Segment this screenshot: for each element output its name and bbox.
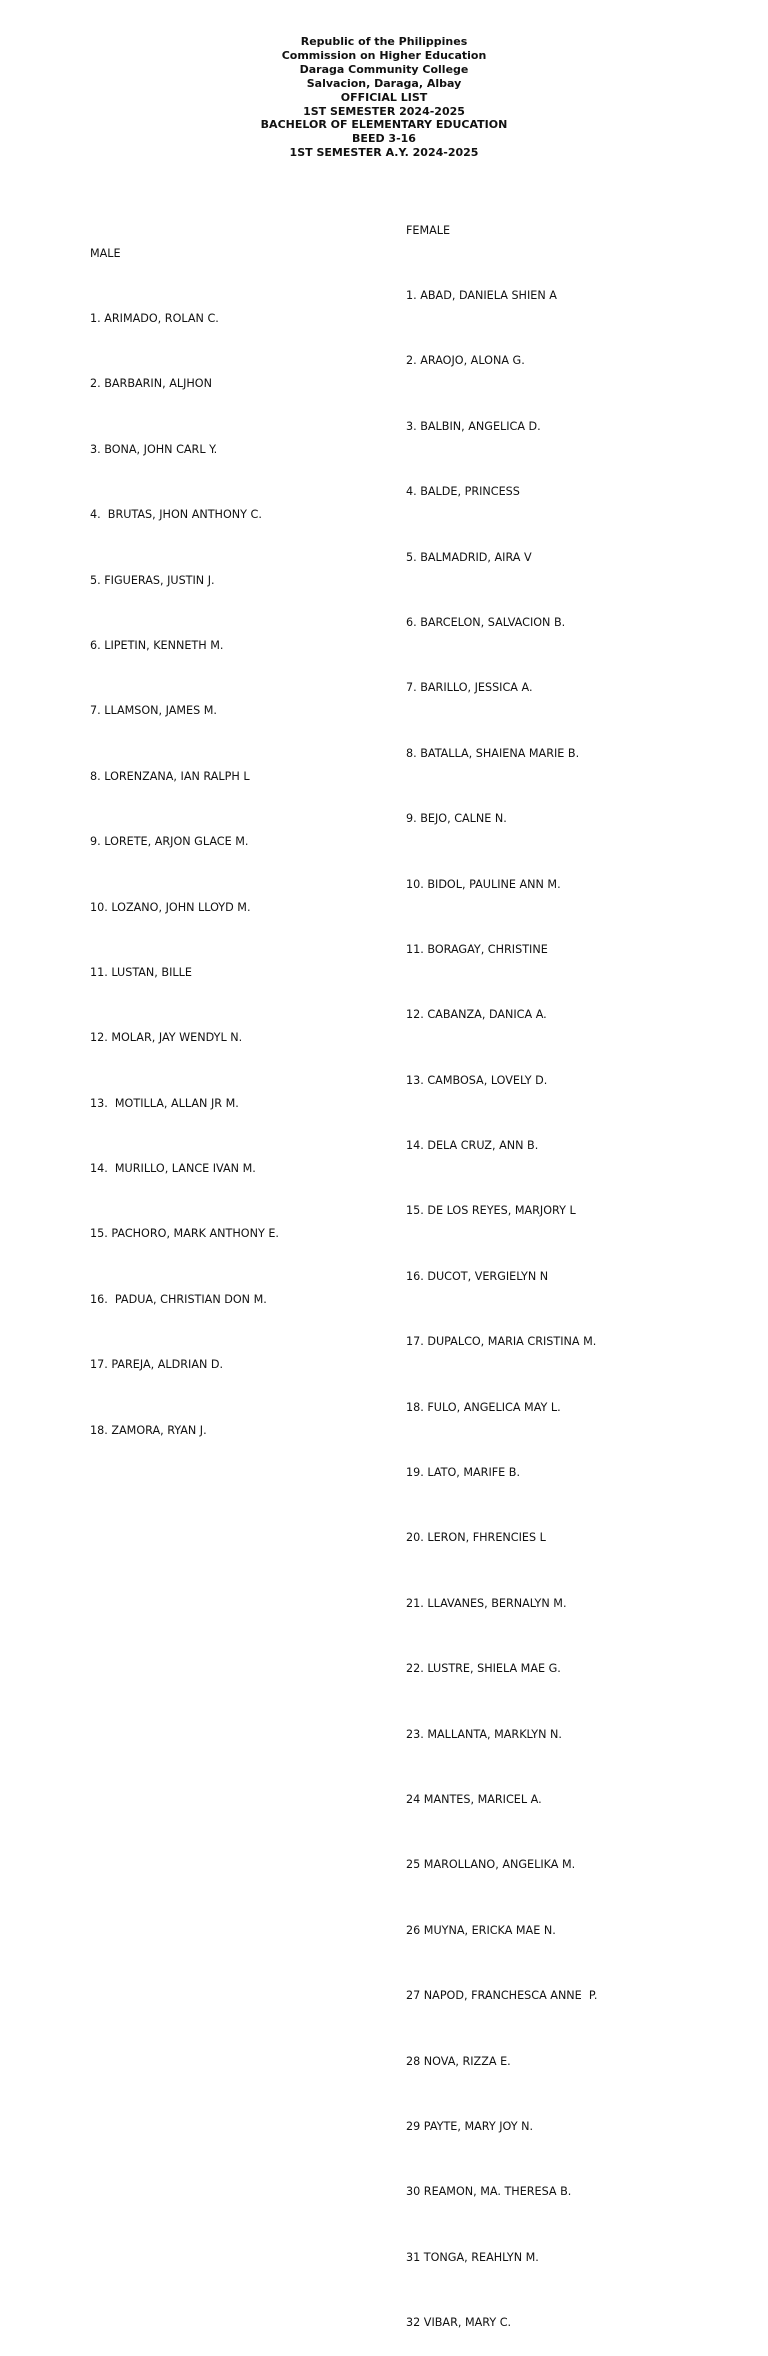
female-student-11: 11. BORAGAY, CHRISTINE: [406, 942, 548, 956]
header-country: Republic of the Philippines: [300, 35, 468, 48]
female-student-16: 16. DUCOT, VERGIELYN N: [406, 1269, 549, 1283]
male-student-5: 5. FIGUERAS, JUSTIN J.: [90, 573, 215, 587]
male-student-2: 2. BARBARIN, ALJHON: [90, 377, 212, 391]
male-student-1: 1. ARIMADO, ROLAN C.: [90, 311, 219, 325]
female-student-25: 25 MAROLLANO, ANGELIKA M.: [406, 1858, 576, 1872]
female-student-2: 2. ARAOJO, ALONA G.: [406, 354, 525, 368]
female-student-4: 4. BALDE, PRINCESS: [406, 485, 520, 499]
male-student-6: 6. LIPETIN, KENNETH M.: [90, 638, 224, 652]
header-academic-year: 1ST SEMESTER A.Y. 2024-2025: [289, 146, 479, 160]
female-student-18: 18. FULO, ANGELICA MAY L.: [406, 1400, 561, 1414]
female-student-26: 26 MUYNA, ERICKA MAE N.: [406, 1923, 556, 1937]
female-student-24: 24 MANTES, MARICEL A.: [406, 1792, 542, 1806]
female-student-5: 5. BALMADRID, AIRA V: [406, 550, 532, 564]
female-student-3: 3. BALBIN, ANGELICA D.: [406, 419, 541, 433]
male-student-17: 17. PAREJA, ALDRIAN D.: [90, 1358, 224, 1372]
female-student-7: 7. BARILLO, JESSICA A.: [406, 681, 533, 695]
female-student-29: 29 PAYTE, MARY JOY N.: [406, 2119, 534, 2133]
male-heading: MALE: [90, 246, 121, 260]
female-student-12: 12. CABANZA, DANICA A.: [406, 1008, 547, 1022]
document-header: [0, 35, 768, 160]
female-student-14: 14. DELA CRUZ, ANN B.: [406, 1139, 539, 1153]
male-student-16: 16. PADUA, CHRISTIAN DON M.: [90, 1292, 267, 1306]
male-student-8: 8. LORENZANA, IAN RALPH L: [90, 769, 250, 783]
female-student-17: 17. DUPALCO, MARIA CRISTINA M.: [406, 1335, 597, 1349]
female-student-15: 15. DE LOS REYES, MARJORY L: [406, 1204, 576, 1218]
header-semester: 1ST SEMESTER 2024-2025: [303, 104, 465, 118]
male-student-7: 7. LLAMSON, JAMES M.: [90, 704, 217, 718]
male-student-11: 11. LUSTAN, BILLE: [90, 965, 192, 979]
header-commission: Commission on Higher Education: [281, 48, 487, 62]
male-student-14: 14. MURILLO, LANCE IVAN M.: [90, 1162, 256, 1176]
female-student-28: 28 NOVA, RIZZA E.: [406, 2054, 511, 2068]
female-student-19: 19. LATO, MARIFE B.: [406, 1466, 521, 1480]
male-student-18: 18. ZAMORA, RYAN J.: [90, 1423, 207, 1437]
female-student-32: 32 VIBAR, MARY C.: [406, 2316, 512, 2330]
female-student-30: 30 REAMON, MA. THERESA B.: [406, 2185, 572, 2199]
male-student-13: 13. MOTILLA, ALLAN JR M.: [90, 1096, 239, 1110]
female-student-9: 9. BEJO, CALNE N.: [406, 812, 507, 826]
male-student-9: 9. LORETE, ARJON GLACE M.: [90, 835, 249, 849]
header-college: Daraga Community College: [299, 62, 469, 76]
female-student-10: 10. BIDOL, PAULINE ANN M.: [406, 877, 561, 891]
male-student-12: 12. MOLAR, JAY WENDYL N.: [90, 1031, 243, 1045]
header-address: Salvacion, Daraga, Albay: [306, 76, 462, 90]
female-student-6: 6. BARCELON, SALVACION B.: [406, 615, 566, 629]
female-student-1: 1. ABAD, DANIELA SHIEN A: [406, 288, 557, 302]
female-student-23: 23. MALLANTA, MARKLYN N.: [406, 1727, 562, 1741]
female-student-21: 21. LLAVANES, BERNALYN M.: [406, 1596, 567, 1610]
female-student-27: 27 NAPOD, FRANCHESCA ANNE P.: [406, 1989, 598, 2003]
header-list-title: OFFICIAL LIST: [340, 90, 428, 104]
female-column: [406, 176, 597, 2356]
female-heading: FEMALE: [406, 223, 451, 237]
header-program: BACHELOR OF ELEMENTARY EDUCATION: [260, 118, 508, 132]
male-student-15: 15. PACHORO, MARK ANTHONY E.: [90, 1227, 279, 1241]
female-student-8: 8. BATALLA, SHAIENA MARIE B.: [406, 746, 580, 760]
female-student-31: 31 TONGA, REAHLYN M.: [406, 2250, 539, 2264]
header-section: BEED 3-16: [352, 132, 416, 146]
female-student-20: 20. LERON, FHRENCIES L: [406, 1531, 546, 1545]
male-student-4: 4. BRUTAS, JHON ANTHONY C.: [90, 508, 262, 522]
female-student-13: 13. CAMBOSA, LOVELY D.: [406, 1073, 548, 1087]
male-student-3: 3. BONA, JOHN CARL Y.: [90, 442, 218, 456]
male-column: [90, 199, 279, 1463]
male-student-10: 10. LOZANO, JOHN LLOYD M.: [90, 900, 251, 914]
female-student-22: 22. LUSTRE, SHIELA MAE G.: [406, 1662, 561, 1676]
